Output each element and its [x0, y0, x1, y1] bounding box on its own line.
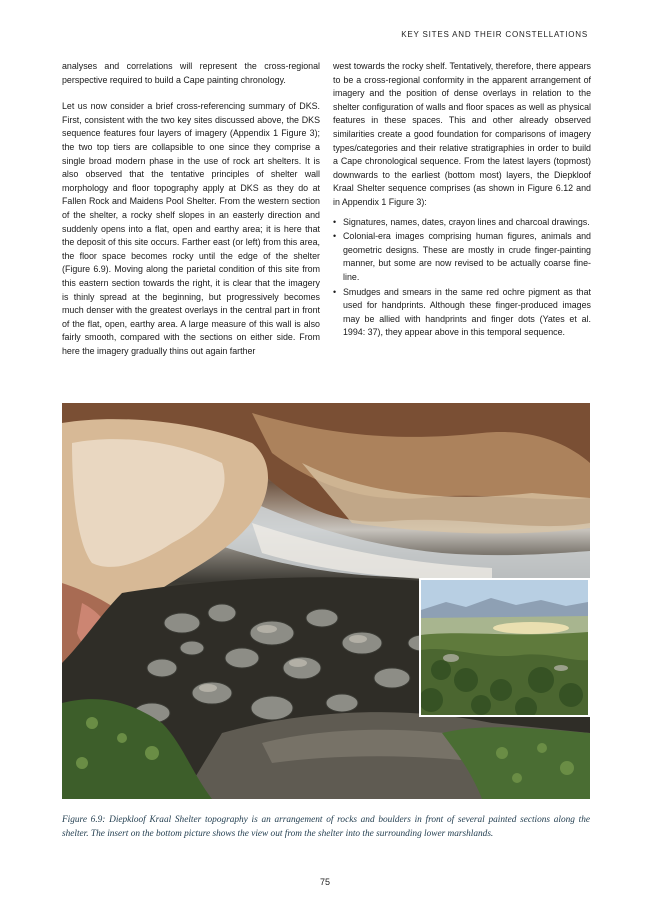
paragraph: west towards the rocky shelf. Tentatively, therefore, there appears to be a cross-regional conformity in the apparent arrangement of imagery and the position of dense overlays in relation to the shelter configuration of walls and floor spaces as well as physical features in these spaces. This and other already observed similarities create a good foundation for comparisons of imagery types/categories and their relative stratigraphies in order to build a Cape chronological sequence. From the latest layers (topmost) downwards to the earliest (bottom most) layers, the Diepkloof Kraal Shelter sequence comprises (as shown in Figure 6.12 and in Appendix 1 Figure 3): — [333, 61, 591, 207]
inset-landscape-photo — [419, 578, 590, 717]
sequence-list — [333, 216, 591, 340]
left-column — [62, 60, 320, 371]
list-item: • Colonial-era images comprising human figures, animals and geometric designs. These are mostly in crude finger-painting manner, but some are now revised to be actually coarse fine-line. — [333, 230, 591, 284]
paragraph: analyses and correlations will represent the cross-regional perspective required to build a Cape painting chronology. — [62, 61, 320, 85]
shelter-photo — [62, 403, 590, 799]
figure-caption: Figure 6.9: Diepkloof Kraal Shelter topography is an arrangement of rocks and boulders in front of several painted sections along the shelter. The insert on the bottom picture shows the view out from the shelter into the surrounding lower marshlands. — [62, 815, 590, 839]
paragraph: Let us now consider a brief cross-referencing summary of DKS. First, consistent with the two key sites discussed above, the DKS sequence features four layers of imagery (Appendix 1 Figure 3); the two top tiers are collapsible to one since they comprise a single broad modern phase in the use of rock art shelters. It is also observed that the tentative principles of shelter wall morphology and floor topography apply at DKS as they do at Fallen Rock and Maidens Pool Shelter. From the western section of the shelter, a rocky shelf slopes in an easterly direction and suddenly opens into a flat, open and earthy area; it is here that the deposit of this site occurs. Farther east (or left) from this area, the floor space becomes rocky until the edge of the shelter (Figure 6.9). Moving along the parietal condition of this site from this eastern section towards the right, it is clear that the imagery is thinly spread at the beginning, but progressively becomes much denser with the greatest overlays in the central part in front of the flat, open, earthy area. A large measure of this wall is also fairly smooth, compared with the sections on either side. From here the imagery gradually thins out again farther — [62, 101, 320, 356]
page-number: 75 — [319, 877, 330, 887]
list-item: • Smudges and smears in the same red ochre pigment as that used for handprints. Although these finger-produced images may be allied with handprints and finger dots (Yates et al. 1994: 37), they appear above in this temporal sequence. — [333, 286, 591, 340]
list-item: • Signatures, names, dates, crayon lines and charcoal drawings. — [333, 216, 591, 230]
inset-landscape-illustration — [421, 580, 588, 715]
right-column — [333, 60, 591, 341]
running-header: KEY SITES AND THEIR CONSTELLATIONS — [401, 30, 588, 39]
